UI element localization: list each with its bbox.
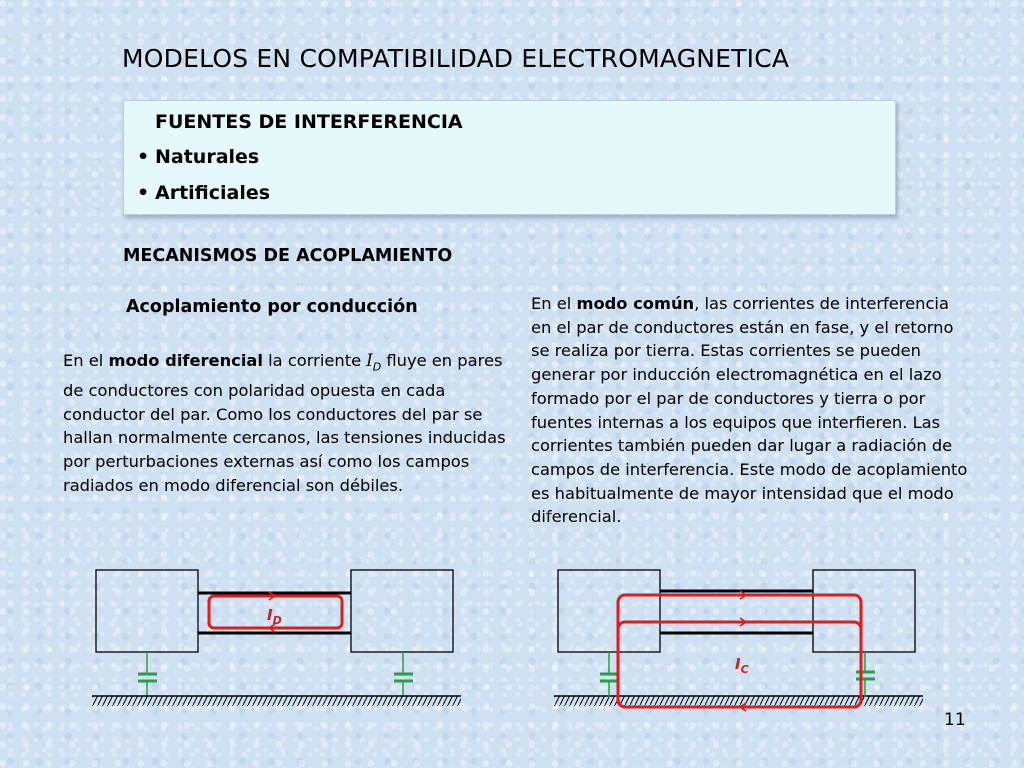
common-mode-diagram [550,565,930,715]
differential-mode-diagram [88,565,468,715]
ground-capacitor-icon [394,652,413,697]
differential-mode-term: modo diferencial [108,351,263,370]
page-number: 11 [944,710,966,730]
ground-capacitor-icon [138,652,157,697]
equipment-box-right [813,570,915,652]
ground-capacitor-icon [600,652,619,697]
conduction-heading: Acoplamiento por conducción [126,297,418,317]
slide-title: MODELOS EN COMPATIBILIDAD ELECTROMAGNETICA [122,44,790,73]
common-mode-paragraph: En el modo común, las corrientes de interferencia en el par de conductores están en fase, y el retorno se realiza por tierra. Estas corrientes se pueden generar por inducción electromagnética en el lazo formado por el par de conductores y tierra o por fuentes internas a los equipos que interfieren. Las corrientes también pueden dar lugar a radiación de campos de interferencia. Este modo de acoplamiento es habitualmente de mayor intensidad que el modo diferencial. [531,294,968,527]
current-subscript: D [372,360,382,374]
bullet-icon: • [137,146,150,168]
item-label: Artificiales [155,182,271,204]
interference-sources-box [123,100,896,215]
interference-source-item [137,146,259,168]
common-current-loop-top [618,595,861,707]
ground-plane [554,696,923,706]
ground-plane [92,696,461,706]
equipment-box-right [351,570,453,652]
differential-mode-paragraph: En el modo diferencial la corriente $I_D$ fluye en pares de conductores con polaridad opuesta en cada conductor del par. Como los conductores del par se hallan normalmente cercanos, las tensiones inducidas por perturbaciones externas así como los campos radiados en modo diferencial son débiles. [63,351,506,495]
interference-source-item [137,182,270,204]
common-mode-term: modo común [576,294,695,313]
coupling-heading: MECANISMOS DE ACOPLAMIENTO [123,246,453,266]
current-symbol: I [366,351,373,370]
interference-sources-title: FUENTES DE INTERFERENCIA [155,111,463,133]
equipment-box-left [96,570,198,652]
common-current-label: $I_C$ [735,655,749,676]
ground-capacitor-icon [856,652,875,697]
item-label: Naturales [155,146,260,168]
differential-current-label: $I_D$ [267,606,282,627]
bullet-icon: • [137,182,150,204]
equipment-box-left [558,570,660,652]
